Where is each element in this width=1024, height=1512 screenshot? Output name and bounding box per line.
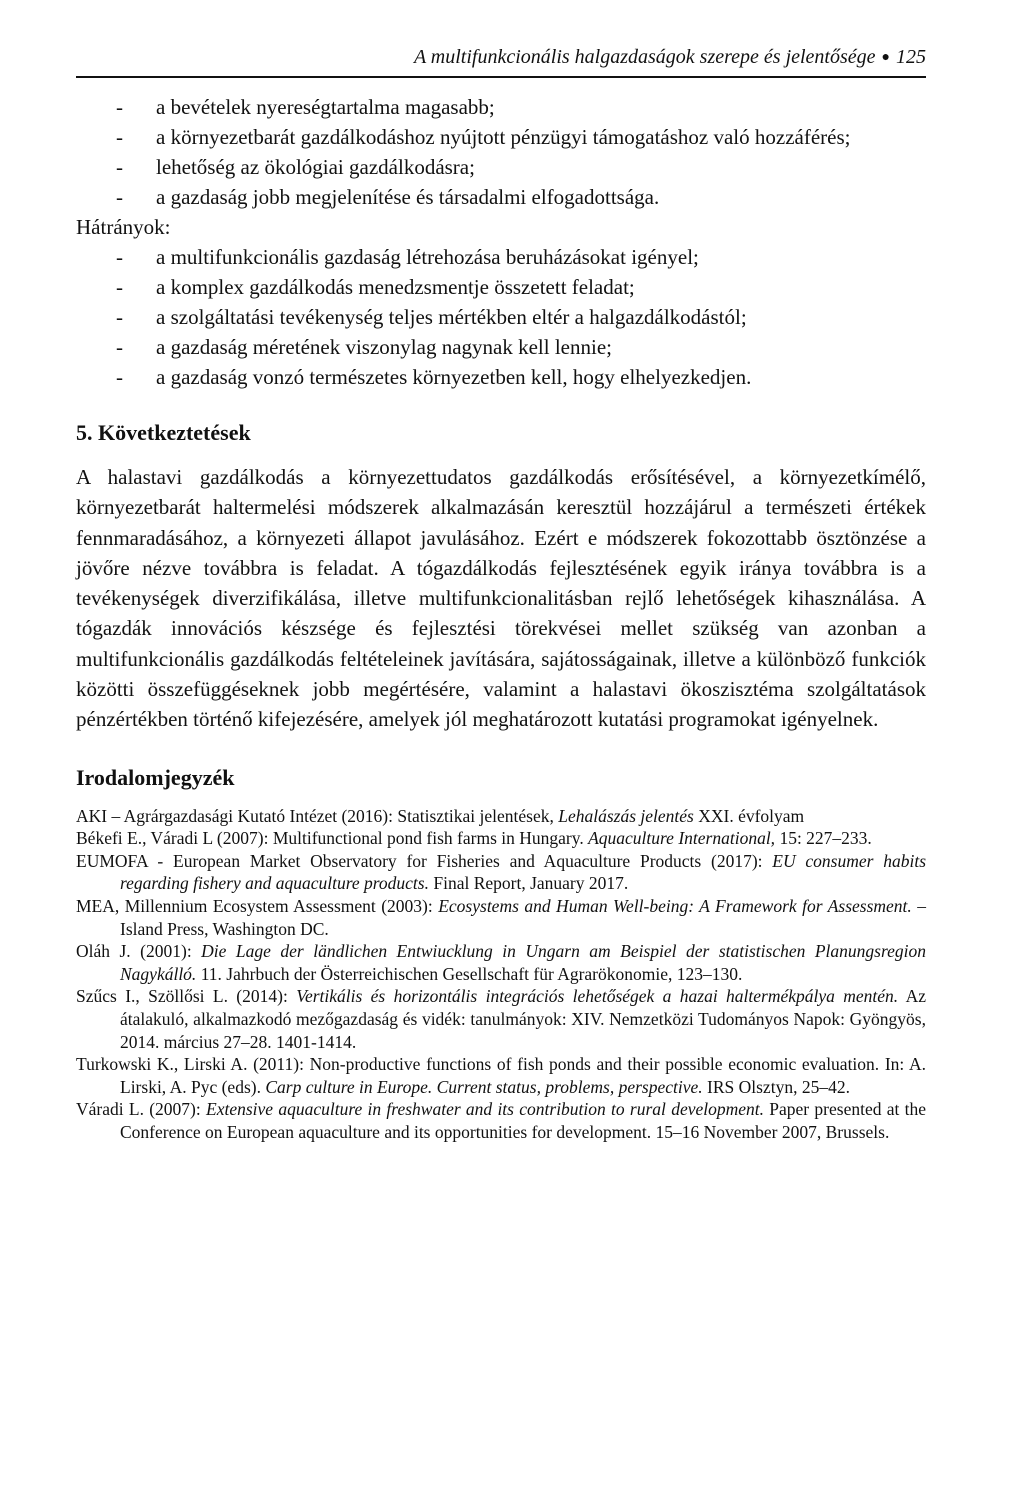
- reference-item: [76, 805, 926, 828]
- reference-details: XXI. évfolyam: [693, 805, 805, 826]
- list-item: - a gazdaság jobb megjelenítése és társadalmi elfogadottsága.: [76, 182, 926, 212]
- reference-authors: Váradi L. (2007):: [76, 1099, 207, 1120]
- reference-authors: EUMOFA - European Market Observatory for Fisheries and Aquaculture Products (2017):: [76, 850, 773, 871]
- reference-title: Vertikális és horizontális integrációs lehetőségek a hazai haltermékpálya mentén.: [296, 986, 899, 1007]
- list-item: - a bevételek nyereségtartalma magasabb;: [76, 92, 926, 122]
- reference-details: – Island Press, Washington DC.: [120, 896, 927, 939]
- reference-item: [76, 1098, 926, 1143]
- disadvantages-label: Hátrányok:: [76, 215, 171, 239]
- reference-details: 15: 227–233.: [775, 828, 872, 849]
- list-item: - a komplex gazdálkodás menedzsmentje összetett feladat;: [76, 272, 926, 302]
- reference-authors: Turkowski K., Lirski A. (2011): Non-productive functions of fish ponds and their possible economic evaluation. In: A. Lirski, A. Pyc (eds).: [76, 1054, 926, 1097]
- reference-item: [76, 940, 926, 985]
- conclusions-paragraph: A halastavi gazdálkodás a környezettudatos gazdálkodás erősítésével, a környezetkímélő, környezetbarát haltermelési módszerek alkalmazásán keresztül hozzájárul a természeti értékek fennmaradásához, a környezeti állapot javulásához. Ezért e módszerek fokozottabb ösztönzése a jövőre nézve továbbra is feladat. A tógazdálkodás fejlesztésének egyik iránya továbbra is a tevékenységek diverzifikálása, illetve multifunkcionalitásban rejlő lehetőségek kihasználása. A tógazdák innovációs készsége és fejlesztési törekvései mellet szükség van azonban a multifunkcionális gazdálkodás feltételeinek javítására, sajátosságainak, illetve a különböző funkciók közötti összefüggéseknek jobb megértésére, valamint a halastavi ökoszisztéma szolgáltatások pénzértékben történő kifejezésére, amelyek jól meghatározott kutatási programokat igényelnek.: [76, 465, 926, 732]
- list-item: - lehetőség az ökológiai gazdálkodásra;: [76, 152, 926, 182]
- reference-title: Aquaculture International,: [588, 828, 776, 849]
- reference-title: Ecosystems and Human Well-being: A Framework for Assessment.: [438, 896, 912, 917]
- reference-title: Die Lage der ländlichen Entwiucklung in Ungarn am Beispiel der statistischen Planungsregion Nagykálló.: [120, 941, 926, 984]
- reference-details: Az átalakuló, alkalmazkodó mezőgazdaság és vidék: tanulmányok: XIV. Nemzetközi Tudományos Napok: Gyöngyös, 2014. március 27–28. 1401-1414.: [120, 986, 926, 1052]
- reference-title: EU consumer habits regarding fishery and aquaculture products.: [120, 850, 927, 894]
- running-title: A multifunkcionális halgazdaságok szerepe és jelentősége: [413, 46, 876, 68]
- reference-authors: Oláh J. (2001):: [76, 941, 202, 962]
- page-number: 125: [896, 46, 926, 68]
- running-header: [76, 46, 926, 78]
- reference-title: Extensive aquaculture in freshwater and its contribution to rural development.: [206, 1099, 765, 1120]
- reference-authors: Békefi E., Váradi L (2007): Multifunctional pond fish farms in Hungary.: [76, 828, 589, 849]
- references-heading: Irodalomjegyzék: [76, 764, 235, 790]
- reference-item: [76, 985, 926, 1053]
- conclusions-heading: 5. Következtetések: [76, 420, 251, 445]
- reference-title: Lehalászás jelentés: [558, 805, 694, 826]
- bullet-separator: ●: [881, 50, 890, 65]
- reference-title: Carp culture in Europe. Current status, problems, perspective.: [265, 1076, 703, 1097]
- reference-authors: AKI – Agrárgazdasági Kutató Intézet (2016): Statisztikai jelentések,: [76, 805, 559, 826]
- list-item: - a gazdaság vonzó természetes környezetben kell, hogy elhelyezkedjen.: [76, 362, 926, 392]
- reference-details: IRS Olsztyn, 25–42.: [702, 1076, 850, 1097]
- list-item: - a környezetbarát gazdálkodáshoz nyújtott pénzügyi támogatáshoz való hozzáférés;: [76, 122, 926, 152]
- list-item: - a gazdaság méretének viszonylag nagynak kell lennie;: [76, 332, 926, 362]
- reference-item: [76, 895, 926, 940]
- reference-details: Paper presented at the Conference on European aquaculture and its opportunities for development. 15–16 November 2007, Brussels.: [120, 1099, 927, 1142]
- reference-details: 11. Jahrbuch der Österreichischen Gesellschaft für Agrarökonomie, 123–130.: [196, 963, 743, 984]
- references-list: [76, 805, 926, 1144]
- reference-authors: MEA, Millennium Ecosystem Assessment (2003):: [76, 896, 439, 917]
- reference-item: [76, 850, 926, 895]
- list-item: - a szolgáltatási tevékenység teljes mértékben eltér a halgazdálkodástól;: [76, 302, 926, 332]
- reference-details: Final Report, January 2017.: [428, 873, 629, 894]
- advantages-list: [76, 92, 926, 212]
- list-item: - a multifunkcionális gazdaság létrehozása beruházásokat igényel;: [76, 242, 926, 272]
- reference-authors: Szűcs I., Szöllősi L. (2014):: [76, 986, 297, 1007]
- reference-item: [76, 1053, 926, 1098]
- page-content: [76, 92, 926, 1144]
- reference-item: [76, 827, 926, 850]
- disadvantages-list: [76, 242, 926, 392]
